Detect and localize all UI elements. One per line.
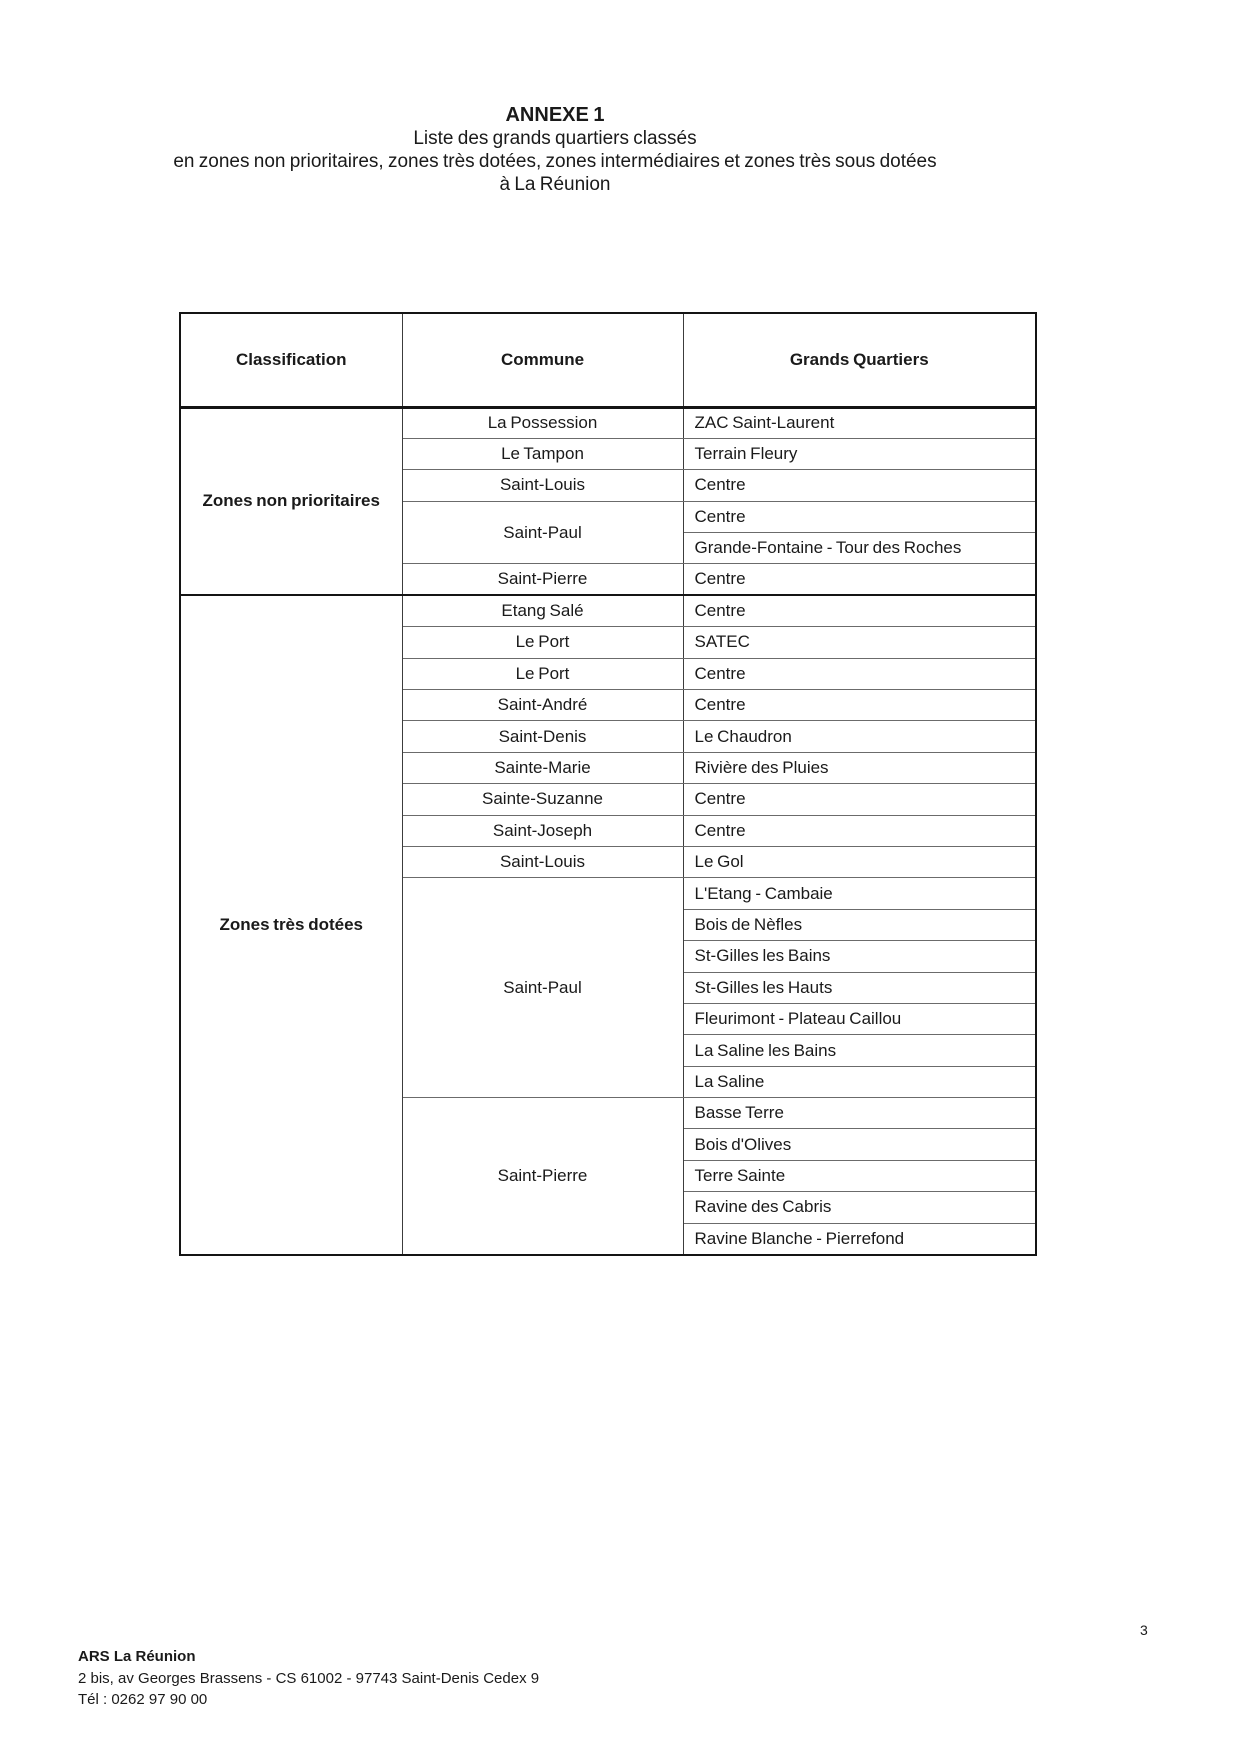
subtitle-line-3: à La Réunion [499,174,611,195]
quartier-cell: Centre [683,595,1036,626]
quartier-cell: La Saline [683,1066,1036,1097]
quartier-cell: St-Gilles les Hauts [683,972,1036,1003]
quartier-cell: Ravine des Cabris [683,1192,1036,1223]
quartier-cell: Centre [683,690,1036,721]
page-title: ANNEXE 1 [505,104,605,126]
commune-cell: Saint-Pierre [402,1098,683,1255]
quartier-cell: Basse Terre [683,1098,1036,1129]
quartier-cell: Centre [683,470,1036,501]
commune-cell: Saint-André [402,690,683,721]
commune-cell: Le Port [402,627,683,658]
page-number: 3 [1140,1622,1148,1638]
quartier-cell: L'Etang - Cambaie [683,878,1036,909]
commune-cell: Saint-Paul [402,878,683,1098]
quartier-cell: Le Chaudron [683,721,1036,752]
header-commune: Commune [402,313,683,407]
commune-cell: La Possession [402,407,683,438]
commune-cell: Saint-Louis [402,846,683,877]
commune-cell: Saint-Paul [402,501,683,564]
quartier-cell: Grande-Fontaine - Tour des Roches [683,533,1036,564]
commune-cell: Saint-Joseph [402,815,683,846]
quartier-cell: ZAC Saint-Laurent [683,407,1036,438]
footer-phone: Tél : 0262 97 90 00 [78,1691,208,1708]
commune-cell: Le Tampon [402,438,683,469]
commune-cell: Saint-Denis [402,721,683,752]
classification-cell: Zones non prioritaires [180,407,402,595]
quartier-cell: La Saline les Bains [683,1035,1036,1066]
header-grands-quartiers: Grands Quartiers [683,313,1036,407]
quartier-cell: Fleurimont - Plateau Caillou [683,1003,1036,1034]
footer-organization: ARS La Réunion [78,1648,196,1665]
quartier-cell: Centre [683,784,1036,815]
footer [78,1646,539,1711]
zones-classification-table [179,312,1037,1256]
document-title-block [0,103,1110,196]
table-row [180,595,1036,626]
quartier-cell: St-Gilles les Bains [683,941,1036,972]
quartier-cell: Bois de Nèfles [683,909,1036,940]
quartier-cell: Le Gol [683,846,1036,877]
quartier-cell: Terrain Fleury [683,438,1036,469]
commune-cell: Saint-Louis [402,470,683,501]
commune-cell: Sainte-Marie [402,752,683,783]
quartier-cell: SATEC [683,627,1036,658]
commune-cell: Saint-Pierre [402,564,683,595]
quartier-cell: Centre [683,564,1036,595]
quartier-cell: Bois d'Olives [683,1129,1036,1160]
quartier-cell: Ravine Blanche - Pierrefond [683,1223,1036,1254]
subtitle-line-2: en zones non prioritaires, zones très dotées, zones intermédiaires et zones très sous dotées [173,151,937,172]
commune-cell: Sainte-Suzanne [402,784,683,815]
subtitle-line-1: Liste des grands quartiers classés [413,128,697,149]
table-row [180,407,1036,438]
commune-cell: Le Port [402,658,683,689]
table-header-row [180,313,1036,407]
commune-cell: Etang Salé [402,595,683,626]
quartier-cell: Centre [683,658,1036,689]
quartier-cell: Centre [683,501,1036,532]
quartier-cell: Terre Sainte [683,1160,1036,1191]
header-classification: Classification [180,313,402,407]
classification-cell: Zones très dotées [180,595,402,1254]
quartier-cell: Rivière des Pluies [683,752,1036,783]
quartier-cell: Centre [683,815,1036,846]
footer-address: 2 bis, av Georges Brassens - CS 61002 - 97743 Saint-Denis Cedex 9 [78,1669,540,1687]
